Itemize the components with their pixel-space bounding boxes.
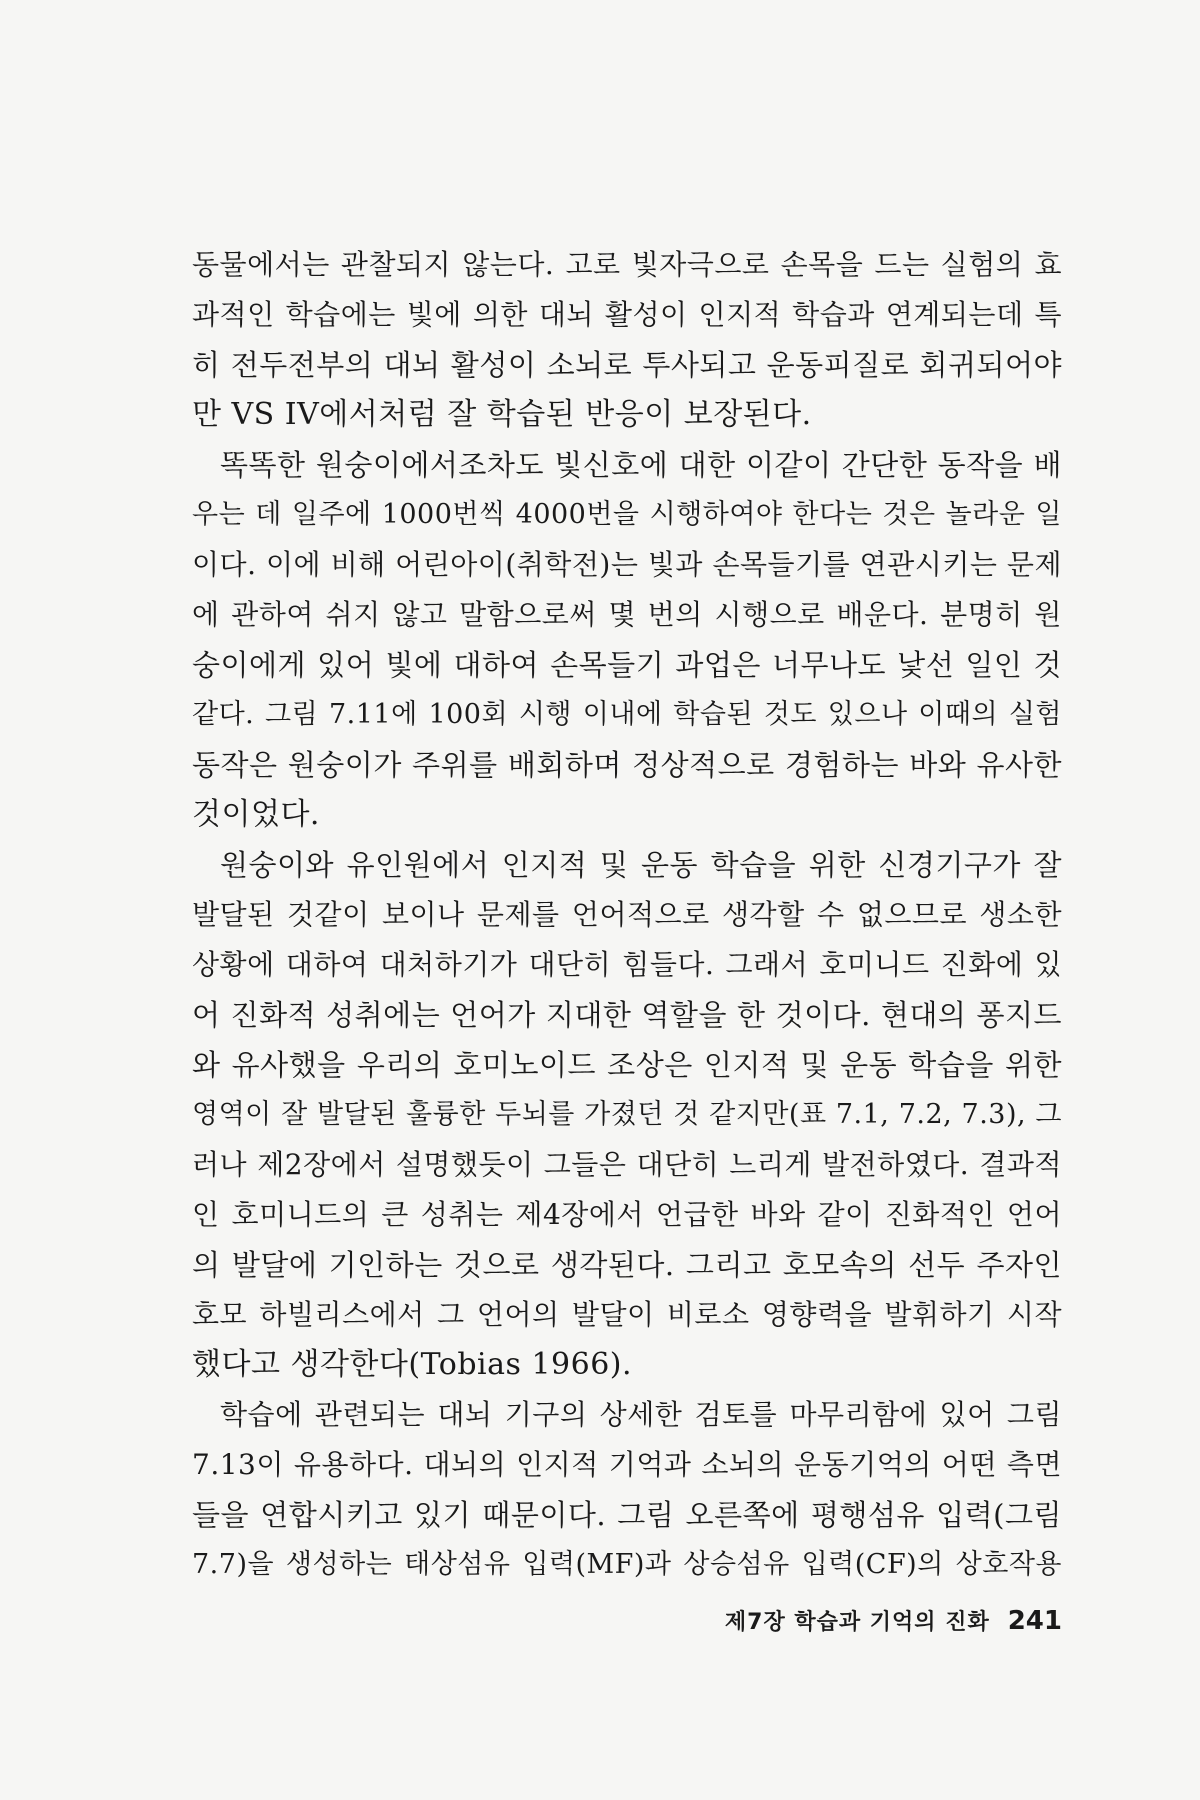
- text-line: 원숭이와 유인원에서 인지적 및 운동 학습을 위한 신경기구가 잘: [220, 848, 1062, 882]
- text-line: 어 진화적 성취에는 언어가 지대한 역할을 한 것이다. 현대의 퐁지드: [192, 998, 1062, 1032]
- text-line: 상황에 대하여 대처하기가 대단히 힘들다. 그래서 호미니드 진화에 있: [192, 948, 1062, 981]
- text-line: 와 유사했을 우리의 호미노이드 조상은 인지적 및 운동 학습을 위한: [192, 1048, 1062, 1082]
- text-line: 학습에 관련되는 대뇌 기구의 상세한 검토를 마무리함에 있어 그림: [220, 1398, 1062, 1431]
- text-line: 들을 연합시키고 있기 때문이다. 그림 오른쪽에 평행섬유 입력(그림: [192, 1498, 1062, 1532]
- paragraph-4: [192, 1390, 1062, 1590]
- text-line: 7.7)을 생성하는 태상섬유 입력(MF)과 상승섬유 입력(CF)의 상호작용: [192, 1549, 1062, 1580]
- paragraph-1: [192, 240, 1062, 440]
- text-line: 동작은 원숭이가 주위를 배회하며 정상적으로 경험하는 바와 유사한: [192, 748, 1062, 782]
- text-line: 7.13이 유용하다. 대뇌의 인지적 기억과 소뇌의 운동기억의 어떤 측면: [192, 1448, 1062, 1481]
- text-line: 에 관하여 쉬지 않고 말함으로써 몇 번의 시행으로 배운다. 분명히 원: [192, 598, 1062, 631]
- paragraph-3: [192, 840, 1062, 1390]
- page-footer: [680, 1605, 1062, 1636]
- text-line: 발달된 것같이 보이나 문제를 언어적으로 생각할 수 없으므로 생소한: [192, 898, 1062, 931]
- page-number: 241: [1007, 1606, 1062, 1636]
- text-line: 영역이 잘 발달된 훌륭한 두뇌를 가졌던 것 같지만(표 7.1, 7.2, 7.3), 그: [192, 1099, 1062, 1130]
- text-line: 만 VS IV에서처럼 잘 학습된 반응이 보장된다.: [192, 397, 812, 432]
- text-line: 이다. 이에 비해 어린아이(취학전)는 빛과 손목들기를 연관시키는 문제: [192, 548, 1062, 581]
- text-line: 했다고 생각한다(Tobias 1966).: [192, 1347, 633, 1382]
- text-line: 우는 데 일주에 1000번씩 4000번을 시행하여야 한다는 것은 놀라운 일: [192, 499, 1062, 530]
- text-line: 호모 하빌리스에서 그 언어의 발달이 비로소 영향력을 발휘하기 시작: [192, 1298, 1062, 1331]
- text-line: 같다. 그림 7.11에 100회 시행 이내에 학습된 것도 있으나 이때의 실험: [192, 699, 1062, 730]
- text-line: 러나 제2장에서 설명했듯이 그들은 대단히 느리게 발전하였다. 결과적: [192, 1148, 1062, 1181]
- paragraph-2: [192, 440, 1062, 840]
- text-line: 인 호미니드의 큰 성취는 제4장에서 언급한 바와 같이 진화적인 언어: [192, 1198, 1062, 1231]
- text-line: 의 발달에 기인하는 것으로 생각된다. 그리고 호모속의 선두 주자인: [192, 1248, 1062, 1282]
- text-line: 똑똑한 원숭이에서조차도 빛신호에 대한 이같이 간단한 동작을 배: [220, 448, 1062, 482]
- text-line: 동물에서는 관찰되지 않는다. 고로 빛자극으로 손목을 드는 실험의 효: [192, 248, 1062, 281]
- running-head: 제7장 학습과 기억의 진화: [724, 1610, 990, 1635]
- text-line: 것이었다.: [192, 797, 320, 832]
- text-line: 과적인 학습에는 빛에 의한 대뇌 활성이 인지적 학습과 연계되는데 특: [192, 298, 1062, 331]
- body-text: [192, 240, 1062, 1590]
- text-line: 히 전두전부의 대뇌 활성이 소뇌로 투사되고 운동피질로 회귀되어야: [192, 348, 1062, 382]
- text-line: 숭이에게 있어 빛에 대하여 손목들기 과업은 너무나도 낯선 일인 것: [192, 648, 1062, 682]
